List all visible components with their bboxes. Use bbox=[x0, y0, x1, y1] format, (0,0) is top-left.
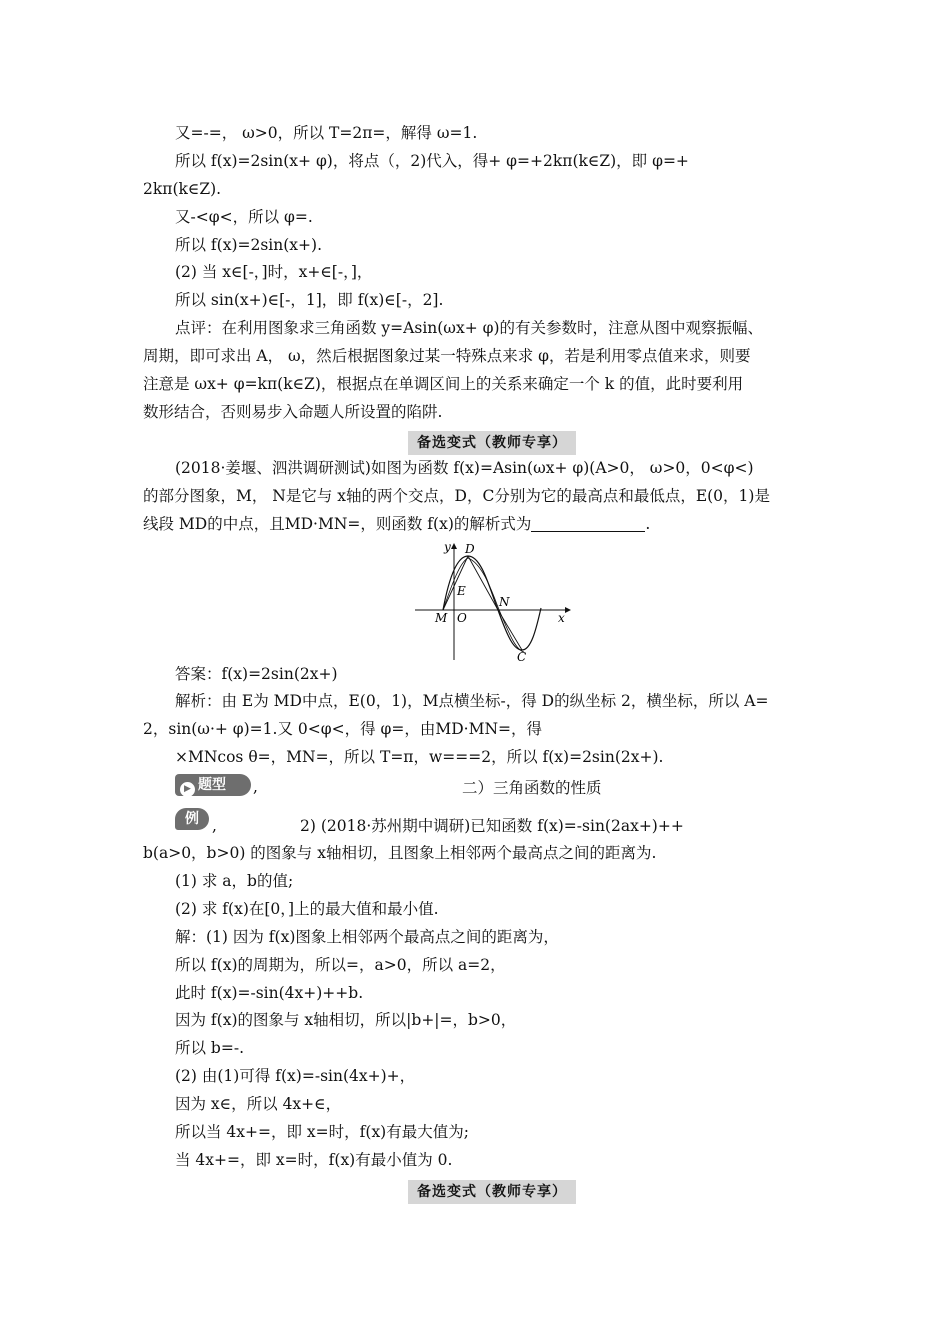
label-x: x bbox=[558, 611, 565, 625]
topic-tag bbox=[175, 774, 251, 796]
solution-line: 所以 b=-. bbox=[175, 1039, 245, 1057]
solution-line: 因为 f(x)的图象与 x轴相切，所以|b+|=，b>0， bbox=[175, 1011, 517, 1029]
topic-comma: , bbox=[253, 778, 258, 796]
comment-line: 周期，即可求出 A， ω，然后根据图象过某一特殊点来求 φ，若是利用零点值来求，则要 bbox=[143, 347, 751, 365]
analysis-line: ×MNcos θ=，MN=，所以 T=π，w===2，所以 f(x)=2sin(2x+). bbox=[175, 748, 664, 766]
solution-line: (2) 求 f(x)在[0，]上的最大值和最小值. bbox=[175, 900, 439, 918]
label-y: y bbox=[444, 540, 451, 554]
example-comma: , bbox=[212, 817, 217, 835]
analysis-line: 2，sin(ω·+ φ)=1.又 0<φ<，得 φ=，由MD·MN=，得 bbox=[143, 720, 542, 738]
label-N: N bbox=[499, 595, 510, 609]
solution-line: (1) 求 a，b的值; bbox=[175, 872, 294, 890]
variant-line: (2018·姜堰、泗洪调研测试)如图为函数 f(x)=Asin(ωx+ φ)(A>0， ω>0，0<φ<) bbox=[175, 459, 754, 477]
text-line: (2) 当 x∈[-，]时，x+∈[-，]， bbox=[175, 263, 373, 281]
variant-line: 的部分图象，M， N是它与 x轴的两个交点，D，C分别为它的最高点和最低点，E(0，1)是 bbox=[143, 487, 770, 505]
label-E: E bbox=[457, 584, 466, 598]
answer-blank bbox=[531, 517, 645, 532]
solution-line: (2) 由(1)可得 f(x)=-sin(4x+)+， bbox=[175, 1067, 416, 1085]
example-line: 2) (2018·苏州期中调研)已知函数 f(x)=-sin(2ax+)++ bbox=[300, 817, 684, 835]
analysis-line: 解析：由 E为 MD中点，E(0，1)，M点横坐标-，得 D的纵坐标 2，横坐标，所以 A= bbox=[175, 692, 769, 710]
play-icon: ▶ bbox=[180, 782, 195, 797]
label-C: C bbox=[517, 650, 527, 664]
comment-line: 数形结合，否则易步入命题人所设置的陷阱. bbox=[143, 403, 443, 421]
segment-DN bbox=[468, 556, 498, 610]
topic-title: 二）三角函数的性质 bbox=[462, 779, 602, 797]
solution-line: 所以 f(x)的周期为，所以=，a>0，所以 a=2， bbox=[175, 956, 506, 974]
solution-line: 所以当 4x+=，即 x=时，f(x)有最大值为; bbox=[175, 1123, 469, 1141]
solution-line: 当 4x+=，即 x=时，f(x)有最小值为 0. bbox=[175, 1151, 453, 1169]
segment-MD bbox=[443, 556, 468, 610]
variant-end: . bbox=[645, 515, 651, 533]
answer-line: 答案：f(x)=2sin(2x+) bbox=[175, 665, 338, 683]
label-D: D bbox=[465, 542, 475, 556]
example-tag: 例 bbox=[175, 808, 209, 830]
text-line: 又-<φ<，所以 φ=. bbox=[175, 208, 313, 226]
example-line: b(a>0，b>0) 的图象与 x轴相切，且图象上相邻两个最高点之间的距离为. bbox=[143, 844, 657, 862]
text-line: 又=-=， ω>0，所以 T=2π=，解得 ω=1. bbox=[175, 124, 478, 142]
comment-line: 点评：在利用图象求三角函数 y=Asin(ωx+ φ)的有关参数时，注意从图中观察振幅、 bbox=[175, 319, 764, 337]
text-line: 所以 f(x)=2sin(x+ φ)，将点（，2)代入，得+ φ=+2kπ(k∈Z)，即 φ=+ bbox=[175, 152, 689, 170]
solution-line: 解：(1) 因为 f(x)图象上相邻两个最高点之间的距离为， bbox=[175, 928, 559, 946]
text-line: 2kπ(k∈Z). bbox=[143, 180, 222, 198]
solution-line: 因为 x∈，所以 4x+∈， bbox=[175, 1095, 342, 1113]
label-M: M bbox=[435, 611, 448, 625]
sine-curve bbox=[443, 556, 541, 650]
text-line: 所以 sin(x+)∈[-，1]，即 f(x)∈[-，2]. bbox=[175, 291, 444, 309]
variant-text: 线段 MD的中点，且MD·MN=，则函数 f(x)的解析式为 bbox=[143, 515, 532, 533]
variant-line bbox=[143, 514, 650, 534]
segment-NC bbox=[498, 610, 522, 650]
comment-line: 注意是 ωx+ φ=kπ(k∈Z)，根据点在单调区间上的关系来确定一个 k 的值，此时要利用 bbox=[143, 375, 744, 393]
section-banner: 备选变式（教师专享） bbox=[408, 1180, 576, 1204]
text-line: 所以 f(x)=2sin(x+). bbox=[175, 236, 322, 254]
solution-line: 此时 f(x)=-sin(4x+)++b. bbox=[175, 984, 364, 1002]
section-banner: 备选变式（教师专享） bbox=[408, 431, 576, 455]
sine-graph-figure bbox=[410, 538, 580, 664]
label-O: O bbox=[457, 611, 467, 625]
topic-tag-label: 题型 bbox=[198, 777, 226, 793]
